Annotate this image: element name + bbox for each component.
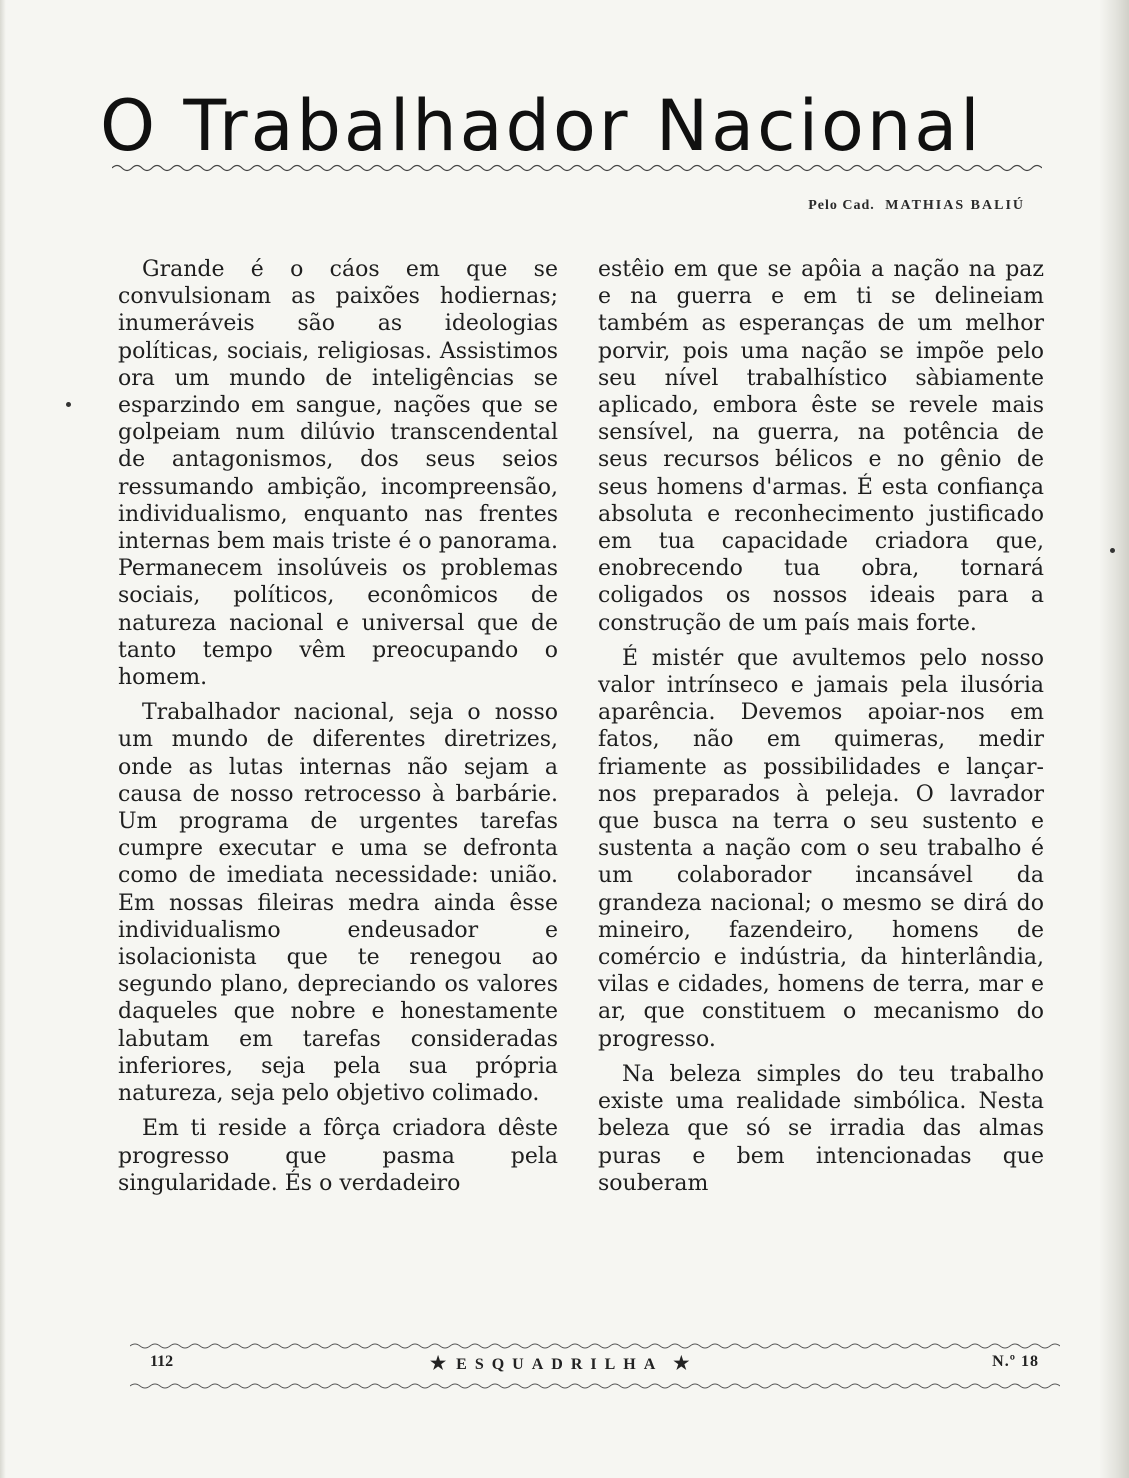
paper-speck <box>1110 548 1115 553</box>
author-name: MATHIAS BALIÚ <box>885 198 1025 213</box>
page-number: 112 <box>150 1353 174 1370</box>
star-icon: ★ <box>430 1353 447 1373</box>
byline <box>808 198 1025 214</box>
issue-number: N.º 18 <box>992 1353 1039 1370</box>
paragraph: Em ti reside a fôrça criadora dêste progresso que pasma pela singularidade. És o verdadeiro <box>118 1116 558 1196</box>
page-edge-left <box>0 0 6 1478</box>
paragraph: Trabalhador nacional, seja o nosso um mundo de diferentes diretrizes, onde as lutas internas não sejam a causa de nosso retrocesso à barbárie. Um programa de urgentes tarefas cumpre executar e uma se defronta como de imediata necessidade: união. Em nossas fileiras medra ainda êsse individualismo endeusador e isolacionista que te renegou ao segundo plano, depreciando os valores daqueles que nobre e honestamente labutam em tarefas consideradas inferiores, seja pela sua própria natureza, seja pelo objetivo colimado. <box>118 700 558 1107</box>
paper-speck <box>66 402 71 407</box>
paragraph: estêio em que se apôia a nação na paz e na guerra e em ti se delineiam também as esperanças de um melhor porvir, pois uma nação se impõe pelo seu nível trabalhístico sàbiamente aplicado, embora êste se revele mais sensível, na guerra, na potência de seus recursos bélicos e no gênio de seus homens d'armas. É esta confiança absoluta e reconhecimento justificado em tua capacidade criadora que, enobrecendo tua obra, tornará coligados os nossos ideais para a construção de um país mais forte. <box>598 257 1044 636</box>
footer-bottom-wavy-rule <box>130 1380 1060 1392</box>
page-footer <box>150 1353 1039 1383</box>
magazine-name-line <box>420 1353 699 1374</box>
title-wavy-rule <box>112 162 1042 174</box>
article-title: O Trabalhador Nacional <box>100 85 983 167</box>
right-column <box>598 256 1044 1205</box>
byline-prefix: Pelo Cad. <box>808 198 875 213</box>
paragraph: Grande é o cáos em que se convulsionam as paixões hodiernas; inumeráveis são as ideologias políticas, sociais, religiosas. Assistimos ora um mundo de inteligências se esparzindo em sangue, nações que se golpeiam num dilúvio transcendental de antagonismos, dos seus seios ressumando ambição, incompreensão, individualismo, enquanto nas frentes internas bem mais triste é o panorama. Permanecem insolúveis os problemas sociais, políticos, econômicos de natureza nacional e universal que de tanto tempo vêm preocupando o homem. <box>118 257 558 691</box>
star-icon: ★ <box>673 1353 690 1373</box>
paragraph: É mistér que avultemos pelo nosso valor intrínseco e jamais pela ilusória aparência. Devemos apoiar-nos em fatos, não em quimeras, medir friamente as possibilidades e lançar-nos preparados à peleja. O lavrador que busca na terra o seu sustento e sustenta a nação com o seu trabalho é um colaborador incansável da grandeza nacional; o mesmo se dirá do mineiro, fazendeiro, homens de comércio e indústria, da hinterlândia, vilas e cidades, homens de terra, mar e ar, que constituem o mecanismo do progresso. <box>598 645 1044 1052</box>
page-edge-right <box>1099 0 1129 1478</box>
magazine-name: ESQUADRILHA <box>456 1356 664 1373</box>
left-column <box>118 256 558 1205</box>
paragraph: Na beleza simples do teu trabalho existe uma realidade simbólica. Nesta beleza que só se irradia das almas puras e bem intencionadas que souberam <box>598 1061 1044 1196</box>
footer-top-wavy-rule <box>130 1340 1060 1352</box>
